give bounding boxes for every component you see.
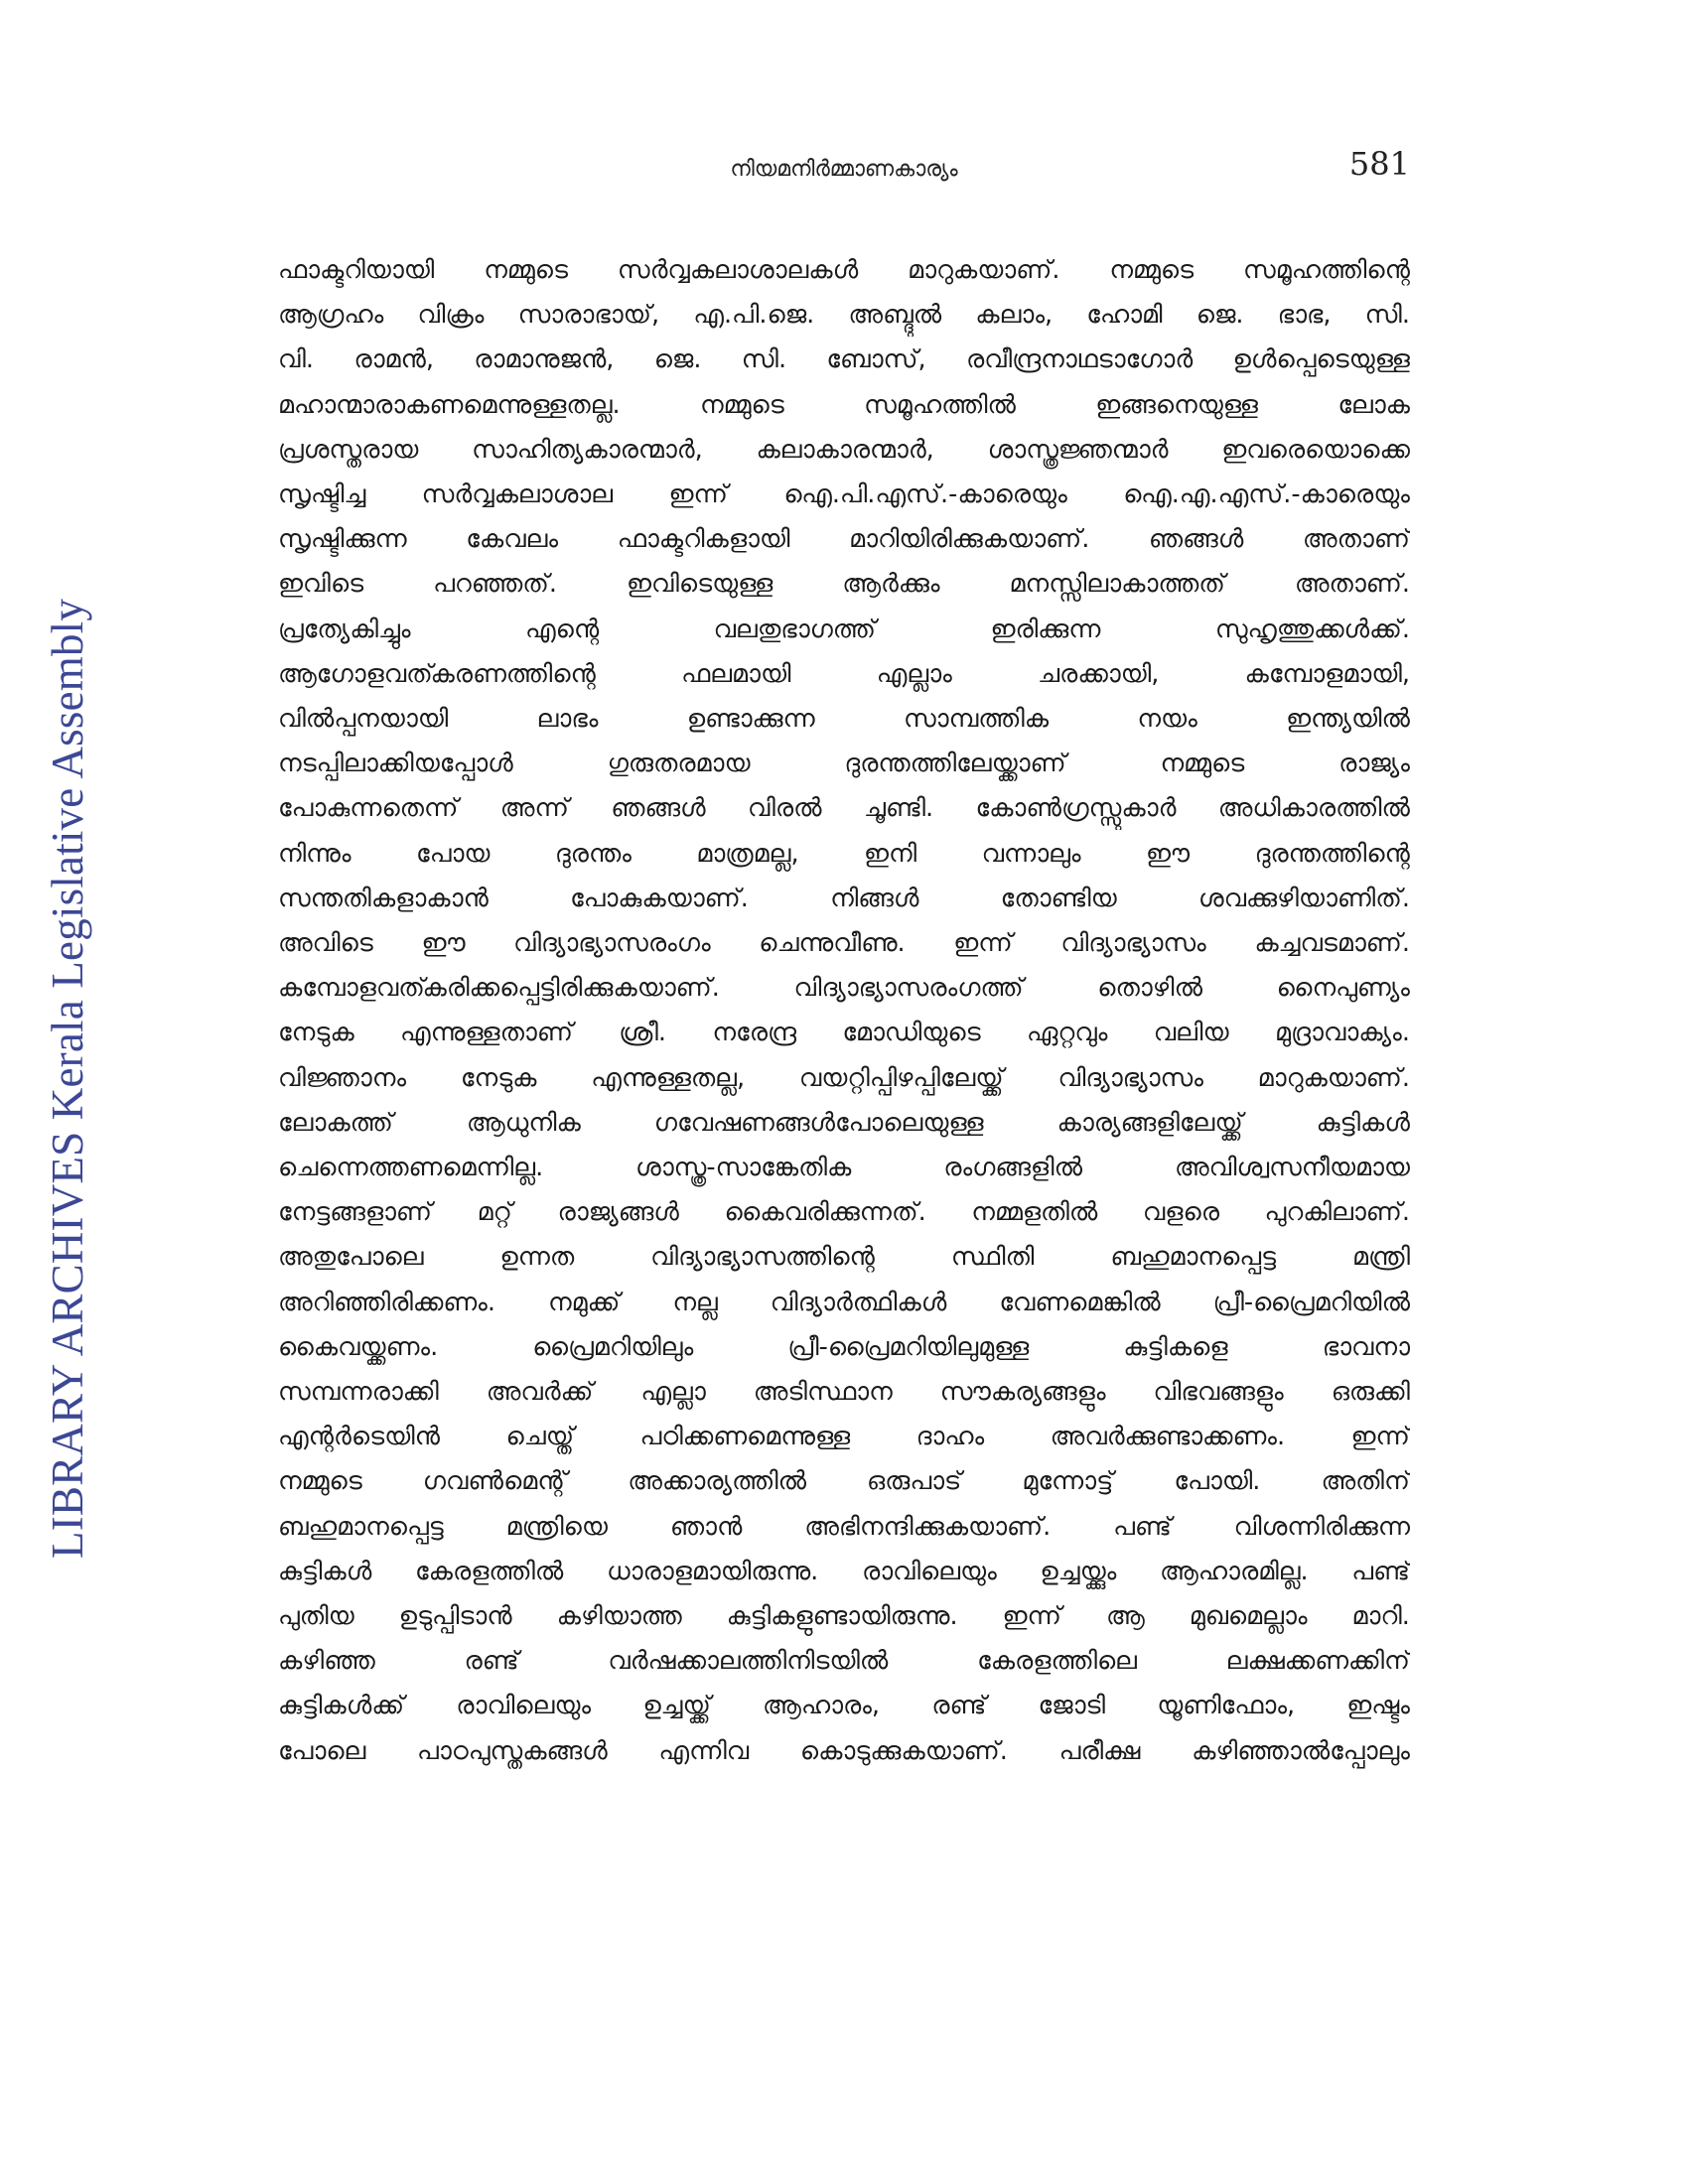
text-line: പ്രത്യേകിച്ചും എന്റെ വലതുഭാഗത്ത് ഇരിക്കുന്ന സുഹൃത്തുക്കൾക്ക്. <box>278 614 1410 644</box>
page-number: 581 <box>1348 145 1410 183</box>
running-title: നിയമനിർമ്മാണകാര്യം <box>730 157 958 182</box>
text-line: ആഗോളവത്കരണത്തിന്റെ ഫലമായി എല്ലാം ചരക്കായി, കമ്പോളമായി, <box>278 658 1410 689</box>
text-line: എന്റർടെയിൻ ചെയ്ത് പഠിക്കണമെന്നുള്ള ദാഹം അവർക്കുണ്ടാക്കണം. ഇന്ന് <box>278 1422 1410 1452</box>
text-line: മഹാന്മാരാകണമെന്നുള്ളതല്ല. നമ്മുടെ സമൂഹത്തിൽ ഇങ്ങനെയുള്ള ലോക <box>278 389 1410 420</box>
text-line: പ്രശസ്തരായ സാഹിത്യകാരന്മാർ, കലാകാരന്മാർ, ശാസ്ത്രജ്ഞന്മാർ ഇവരെയൊക്കെ <box>278 434 1410 465</box>
watermark: LIBRARY ARCHIVES Kerala Legislative Assembly <box>43 598 92 1559</box>
text-line: അതുപോലെ ഉന്നത വിദ്യാഭ്യാസത്തിന്റെ സ്ഥിതി ബഹുമാനപ്പെട്ട മന്ത്രി <box>278 1242 1410 1273</box>
text-line: ബഹുമാനപ്പെട്ട മന്ത്രിയെ ഞാൻ അഭിനന്ദിക്കുകയാണ്. പണ്ട് വിശന്നിരിക്കുന്ന <box>278 1511 1410 1542</box>
text-line: വി. രാമൻ, രാമാനുജൻ, ജെ. സി. ബോസ്, രവീന്ദ്രനാഥടാഗോർ ഉൾപ്പെടെയുള്ള <box>278 344 1410 375</box>
text-line: വിൽപ്പനയായി ലാഭം ഉണ്ടാക്കുന്ന സാമ്പത്തിക നയം ഇന്ത്യയിൽ <box>278 704 1410 734</box>
text-line: നടപ്പിലാക്കിയപ്പോൾ ഗുരുതരമായ ദുരന്തത്തിലേയ്ക്കാണ് നമ്മുടെ രാജ്യം <box>278 749 1410 779</box>
text-line: നമ്മുടെ ഗവൺമെന്റ് അക്കാര്യത്തിൽ ഒരുപാട് മുന്നോട്ട് പോയി. അതിന് <box>278 1466 1410 1497</box>
text-line: സന്തതികളാകാൻ പോകുകയാണ്. നിങ്ങൾ തോണ്ടിയ ശവക്കുഴിയാണിത്. <box>278 883 1410 913</box>
text-line: കമ്പോളവത്കരിക്കപ്പെട്ടിരിക്കുകയാണ്. വിദ്യാഭ്യാസരംഗത്ത് തൊഴിൽ നൈപുണ്യം <box>278 973 1410 1004</box>
text-line: അവിടെ ഈ വിദ്യാഭ്യാസരംഗം ചെന്നുവീണു. ഇന്ന് വിദ്യാഭ്യാസം കച്ചവടമാണ്. <box>278 928 1410 958</box>
text-line: സമ്പന്നരാക്കി അവർക്ക് എല്ലാ അടിസ്ഥാന സൗകര്യങ്ങളും വിഭവങ്ങളും ഒരുക്കി <box>278 1377 1410 1407</box>
text-line: കഴിഞ്ഞ രണ്ട് വർഷക്കാലത്തിനിടയിൽ കേരളത്തിലെ ലക്ഷക്കണക്കിന് <box>278 1646 1410 1677</box>
text-line: പുതിയ ഉടുപ്പിടാൻ കഴിയാത്ത കുട്ടികളുണ്ടായിരുന്നു. ഇന്ന് ആ മുഖമെല്ലാം മാറി. <box>278 1601 1410 1631</box>
text-line: നേട്ടങ്ങളാണ് മറ്റ് രാജ്യങ്ങൾ കൈവരിക്കുന്നത്. നമ്മളതിൽ വളരെ പുറകിലാണ്. <box>278 1197 1410 1228</box>
text-line: കുട്ടികൾ കേരളത്തിൽ ധാരാളമായിരുന്നു. രാവിലെയും ഉച്ചയ്ക്കും ആഹാരമില്ല. പണ്ട് <box>278 1556 1410 1586</box>
text-line: ചെന്നെത്തണമെന്നില്ല. ശാസ്ത്ര-സാങ്കേതിക രംഗങ്ങളിൽ അവിശ്വസനീയമായ <box>278 1153 1410 1182</box>
text-line: ഫാക്ടറിയായി നമ്മുടെ സർവ്വകലാശാലകൾ മാറുകയാണ്. നമ്മുടെ സമൂഹത്തിന്റെ <box>278 255 1410 285</box>
text-line: നേടുക എന്നുള്ളതാണ് ശ്രീ. നരേന്ദ്ര മോഡിയുടെ ഏറ്റവും വലിയ മുദ്രാവാക്യം. <box>278 1018 1410 1048</box>
text-line: നിന്നും പോയ ദുരന്തം മാത്രമല്ല, ഇനി വന്നാലും ഈ ദുരന്തത്തിന്റെ <box>278 838 1410 869</box>
text-line: വിജ്ഞാനം നേടുക എന്നുള്ളതല്ല, വയറ്റിപ്പിഴപ്പിലേയ്ക്ക് വിദ്യാഭ്യാസം മാറുകയാണ്. <box>278 1062 1410 1093</box>
text-line: പോലെ പാഠപുസ്തകങ്ങൾ എന്നിവ കൊടുക്കുകയാണ്. പരീക്ഷ കഴിഞ്ഞാൽപ്പോലും <box>278 1735 1410 1766</box>
text-line: അറിഞ്ഞിരിക്കണം. നമുക്ക് നല്ല വിദ്യാർത്ഥികൾ വേണമെങ്കിൽ പ്രീ-പ്രൈമറിയിൽ <box>278 1287 1410 1317</box>
text-line: പോകുന്നതെന്ന് അന്ന് ഞങ്ങൾ വിരൽ ചൂണ്ടി. കോൺഗ്രസ്സുകാർ അധികാരത്തിൽ <box>278 793 1410 824</box>
text-line: ഇവിടെ പറഞ്ഞത്. ഇവിടെയുള്ള ആർക്കും മനസ്സിലാകാത്തത് അതാണ്. <box>278 569 1410 600</box>
text-line: സൃഷ്ടിച്ച സർവ്വകലാശാല ഇന്ന് ഐ.പി.എസ്.-കാരെയും ഐ.എ.എസ്.-കാരെയും <box>278 479 1410 509</box>
text-line: ആഗ്രഹം വിക്രം സാരാഭായ്, എ.പി.ജെ. അബ്ദുൽ കലാം, ഹോമി ജെ. ഭാഭ, സി. <box>278 300 1410 331</box>
text-line: സൃഷ്ടിക്കുന്ന കേവലം ഫാക്ടറികളായി മാറിയിരിക്കുകയാണ്. ഞങ്ങൾ അതാണ് <box>278 524 1410 555</box>
text-line: കൈവയ്ക്കണം. പ്രൈമറിയിലും പ്രീ-പ്രൈമറിയിലുമുള്ള കുട്ടികളെ ഭാവനാ <box>278 1331 1410 1362</box>
text-line: ലോകത്ത് ആധുനിക ഗവേഷണങ്ങൾപോലെയുള്ള കാര്യങ്ങളിലേയ്ക്ക് കുട്ടികൾ <box>278 1107 1410 1138</box>
text-line: കുട്ടികൾക്ക് രാവിലെയും ഉച്ചയ്ക്ക് ആഹാരം, രണ്ട് ജോടി യൂണിഫോം, ഇഷ്ടം <box>278 1691 1410 1721</box>
